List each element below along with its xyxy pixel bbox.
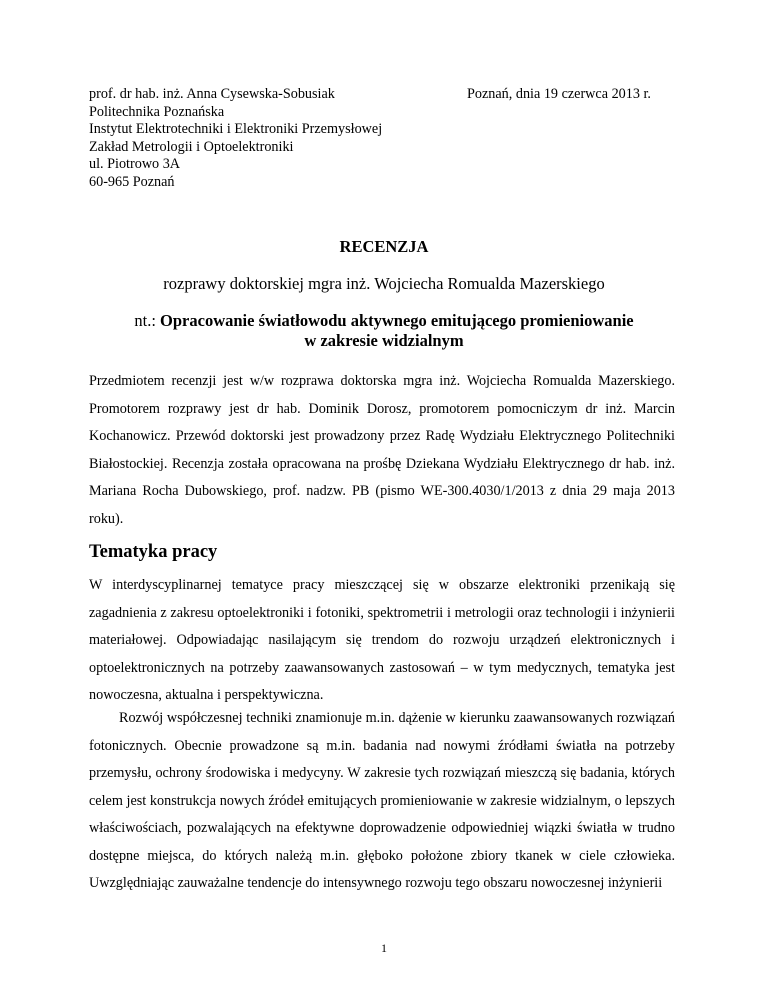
- intro-paragraph: Przedmiotem recenzji jest w/w rozprawa doktorska mgra inż. Wojciecha Romualda Mazerskiego. Promotorem rozprawy jest dr hab. Dominik Dorosz, promotorem pomocniczym dr inż. Marcin Kochanowicz. Przewód doktorski jest prowadzony przez Radę Wydziału Elektrycznego Politechniki Białostockiej. Recenzja została opracowana na prośbę Dziekana Wydziału Elektrycznego dr hab. inż. Mariana Rocha Dubowskiego, prof. nadzw. PB (pismo WE-300.4030/1/2013 z dnia 29 maja 2013 roku).: [89, 373, 675, 527]
- topic-line-2: w zakresie widzialnym: [304, 330, 464, 350]
- page-number: 1: [381, 941, 387, 955]
- sender-name: prof. dr hab. inż. Anna Cysewska-Sobusiak: [89, 86, 335, 102]
- sender-city: 60-965 Poznań: [89, 173, 175, 190]
- sender-street: ul. Piotrowo 3A: [89, 156, 181, 173]
- dissertation-topic: [0, 311, 768, 350]
- document-title: RECENZJA: [339, 237, 429, 256]
- document-date: Poznań, dnia 19 czerwca 2013 r.: [467, 86, 651, 102]
- sender-address-block: [89, 86, 382, 192]
- sender-institute: Instytut Elektrotechniki i Elektroniki Przemysłowej: [89, 121, 383, 138]
- section-paragraph-2: Rozwój współczesnej techniki znamionuje m.in. dążenie w kierunku zaawansowanych rozwiązań fotonicznych. Obecnie prowadzone są m.in. badania nad nowymi źródłami światła na potrzeby przemysłu, ochrony środowiska i medycyny. W zakresie tych rozwiązań mieszczą się badania, których celem jest konstrukcja nowych źródeł emitujących promieniowanie w zakresie widzialnym, o lepszych właściwościach, pozwalających na efektywne doprowadzenie odpowiedniej wiązki światła w trudno dostępne miejsca, do których należą m.in. głęboko położone zbiory tkanek w ciele człowieka. Uwzględniając zauważalne tendencje do intensywnego rozwoju tego obszaru nowoczesnej inżynierii: [89, 710, 675, 891]
- section-heading: Tematyka pracy: [89, 542, 218, 562]
- topic-line-1: Opracowanie światłowodu aktywnego emitującego promieniowanie: [160, 311, 634, 330]
- topic-prefix: nt.:: [134, 311, 161, 330]
- section-paragraph-1: W interdyscyplinarnej tematyce pracy mieszczącej się w obszarze elektroniki przenikają się zagadnienia z zakresu optoelektroniki i fotoniki, spektrometrii i metrologii oraz technologii i inżynierii materiałowej. Odpowiadając nasilającym się trendom do rozwoju urządzeń elektronicznych i optoelektronicznych na potrzeby zaawansowanych zastosowań – w tym medycznych, tematyka jest nowoczesna, aktualna i perspektywiczna.: [89, 577, 675, 703]
- sender-university: Politechnika Poznańska: [89, 103, 225, 120]
- sender-department: Zakład Metrologii i Optoelektroniki: [89, 138, 294, 155]
- document-subtitle: rozprawy doktorskiej mgra inż. Wojciecha Romualda Mazerskiego: [163, 274, 605, 293]
